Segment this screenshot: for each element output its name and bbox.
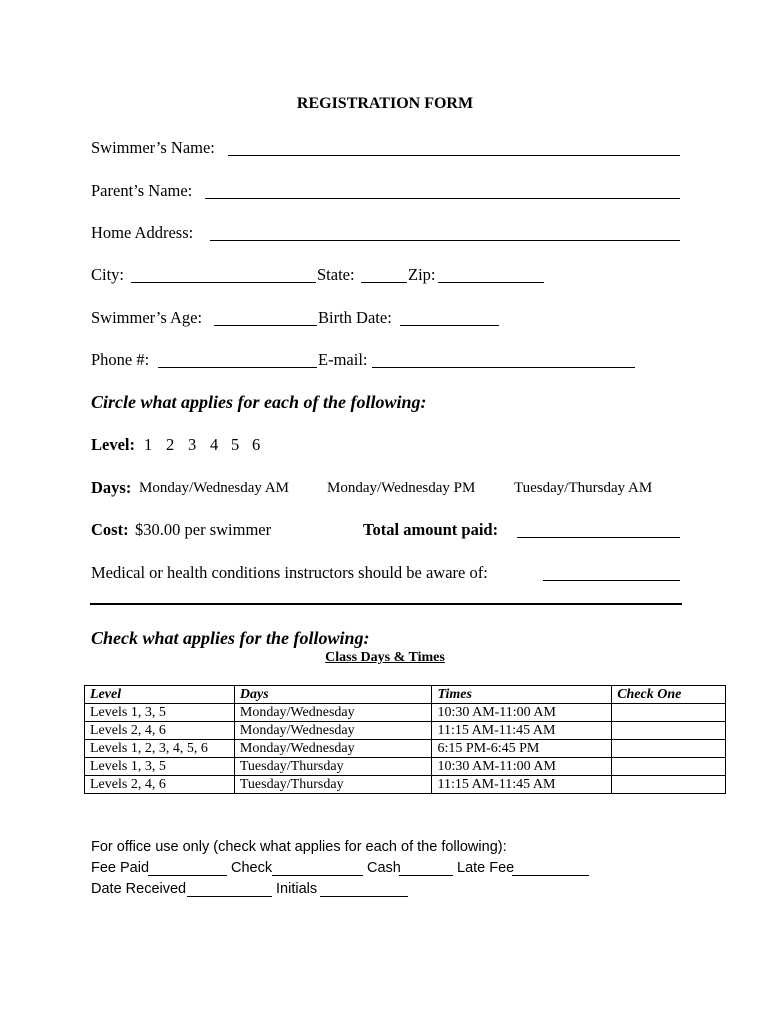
days-option-tt-am[interactable]: Tuesday/Thursday AM [514,480,653,496]
swimmer-name-label: Swimmer’s Name: [91,138,215,157]
birth-date-label: Birth Date: [318,308,392,327]
initials-field[interactable] [320,896,408,897]
level-option-3[interactable]: 3 [188,435,197,454]
total-paid-label: Total amount paid: [363,520,499,539]
level-option-1[interactable]: 1 [144,435,153,454]
cell-days: Monday/Wednesday [234,722,432,740]
medical-label: Medical or health conditions instructors should be aware of: [91,563,488,582]
circle-heading: Circle what applies for each of the following: [91,392,427,412]
form-title: REGISTRATION FORM [296,95,474,112]
cell-level: Levels 1, 3, 5 [85,704,235,722]
parent-name-field[interactable] [205,198,680,199]
days-label: Days: [91,478,132,497]
parent-name-label: Parent’s Name: [91,181,193,200]
email-label: E-mail: [318,350,368,369]
schedule-header-row [85,686,726,704]
check-heading: Check what applies for the following: [91,628,370,648]
swimmer-age-label: Swimmer’s Age: [91,308,203,327]
level-option-6[interactable]: 6 [252,435,261,454]
medical-extra-line[interactable] [90,603,682,605]
cell-days: Tuesday/Thursday [234,758,432,776]
fee-paid-label: Fee Paid [91,860,150,876]
cell-times: 10:30 AM-11:00 AM [432,758,612,776]
city-field[interactable] [131,282,316,283]
cell-level: Levels 2, 4, 6 [85,722,235,740]
cell-check-one[interactable] [612,740,726,758]
phone-field[interactable] [158,367,317,368]
office-date-row [91,880,691,900]
date-received-label: Date Received [91,881,187,897]
cell-level: Levels 1, 2, 3, 4, 5, 6 [85,740,235,758]
fee-paid-field[interactable] [148,875,227,876]
cell-level: Levels 1, 3, 5 [85,758,235,776]
cell-days: Tuesday/Thursday [234,776,432,794]
cell-days: Monday/Wednesday [234,740,432,758]
late-fee-label: Late Fee [457,860,515,876]
header-times: Times [432,686,612,704]
cell-times: 10:30 AM-11:00 AM [432,704,612,722]
header-check-one: Check One [612,686,726,704]
level-option-4[interactable]: 4 [210,435,219,454]
phone-label: Phone #: [91,350,150,369]
level-label: Level: [91,435,135,454]
table-row [85,758,726,776]
table-row [85,776,726,794]
email-field[interactable] [372,367,635,368]
schedule-table [84,685,726,794]
level-option-2[interactable]: 2 [166,435,175,454]
check-field[interactable] [272,875,363,876]
swimmer-name-field[interactable] [228,155,680,156]
cell-check-one[interactable] [612,704,726,722]
birth-date-field[interactable] [400,325,499,326]
home-address-label: Home Address: [91,223,194,242]
cell-times: 11:15 AM-11:45 AM [432,776,612,794]
cost-value: $30.00 per swimmer [135,520,272,539]
table-row [85,704,726,722]
cell-times: 11:15 AM-11:45 AM [432,722,612,740]
cell-times: 6:15 PM-6:45 PM [432,740,612,758]
zip-label: Zip: [408,265,436,284]
office-fees-row [91,859,691,879]
medical-field[interactable] [543,580,680,581]
initials-label: Initials [276,881,318,897]
level-option-5[interactable]: 5 [231,435,240,454]
header-days: Days [234,686,432,704]
swimmer-age-field[interactable] [214,325,317,326]
late-fee-field[interactable] [512,875,589,876]
header-level: Level [85,686,235,704]
cash-field[interactable] [399,875,453,876]
date-received-field[interactable] [187,896,272,897]
check-label: Check [231,860,273,876]
total-paid-field[interactable] [517,537,680,538]
cell-days: Monday/Wednesday [234,704,432,722]
table-row [85,722,726,740]
office-heading: For office use only (check what applies for each of the following): [91,839,507,855]
days-option-mw-am[interactable]: Monday/Wednesday AM [139,480,290,496]
days-option-mw-pm[interactable]: Monday/Wednesday PM [327,480,476,496]
city-label: City: [91,265,125,284]
state-label: State: [317,265,355,284]
table-row [85,740,726,758]
cost-label: Cost: [91,520,129,539]
cell-level: Levels 2, 4, 6 [85,776,235,794]
zip-field[interactable] [438,282,544,283]
schedule-title: Class Days & Times [325,650,445,665]
cell-check-one[interactable] [612,776,726,794]
cell-check-one[interactable] [612,758,726,776]
cash-label: Cash [367,860,401,876]
home-address-field[interactable] [210,240,680,241]
cell-check-one[interactable] [612,722,726,740]
state-field[interactable] [361,282,407,283]
